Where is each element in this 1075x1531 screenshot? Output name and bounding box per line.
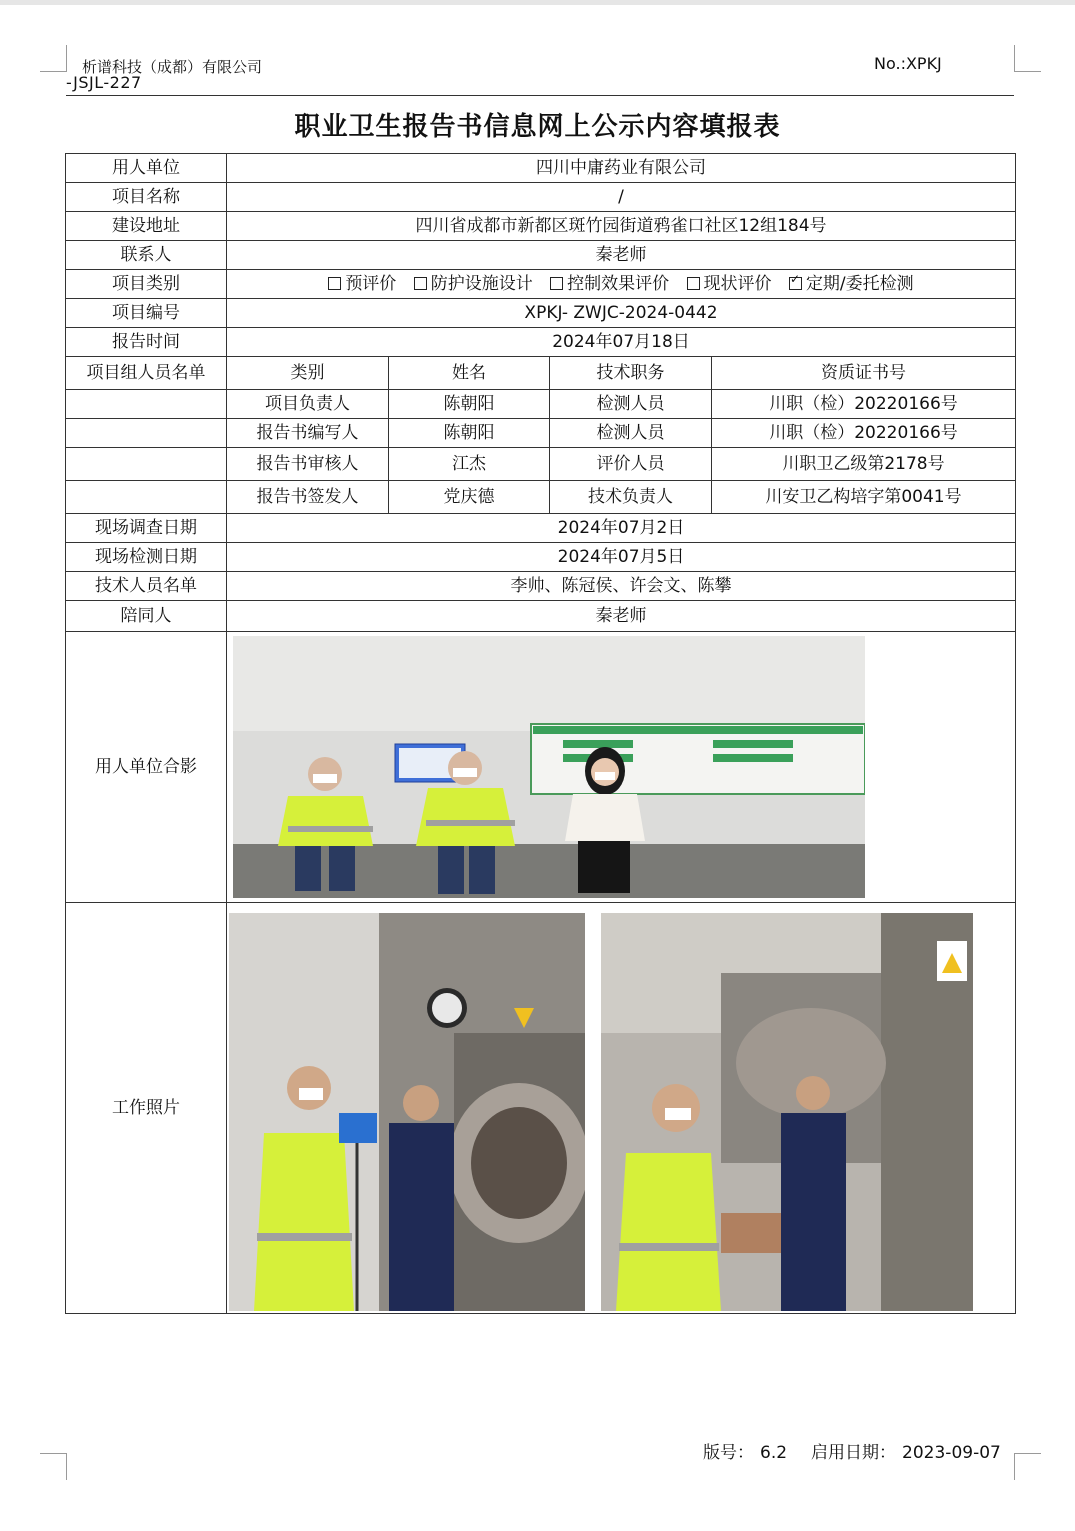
checkbox-icon[interactable]: [687, 277, 700, 290]
row-escort: [66, 601, 1016, 632]
row-group-photo: [66, 632, 1016, 903]
crop-mark-bottom-left: [40, 1453, 67, 1480]
checkbox-icon[interactable]: [328, 277, 341, 290]
empty-cell: [66, 448, 227, 481]
field-label: 用人单位合影: [66, 632, 227, 903]
crop-mark-bottom-right: [1014, 1453, 1041, 1480]
column-header: 姓名: [389, 357, 550, 390]
row-project-name: [66, 183, 1016, 212]
column-header: 技术职务: [550, 357, 712, 390]
crop-mark-top-left: [40, 45, 67, 72]
project-name-value: /: [227, 183, 1016, 212]
category-option[interactable]: [789, 274, 914, 294]
header-divider: [66, 95, 1014, 96]
team-cert: 川职（检）20220166号: [712, 390, 1016, 419]
option-label: 防护设施设计: [430, 273, 533, 294]
empty-cell: [66, 419, 227, 448]
team-role: 报告书编写人: [227, 419, 389, 448]
field-label: 联系人: [66, 241, 227, 270]
column-header: 资质证书号: [712, 357, 1016, 390]
version-label: 版号：: [703, 1443, 754, 1463]
row-project-no: [66, 299, 1016, 328]
column-header: 类别: [227, 357, 389, 390]
team-title: 技术负责人: [550, 481, 712, 514]
category-option[interactable]: [328, 274, 396, 294]
employer-value: 四川中庸药业有限公司: [227, 154, 1016, 183]
table-row: [66, 390, 1016, 419]
row-detect-date: [66, 543, 1016, 572]
field-label: 建设地址: [66, 212, 227, 241]
category-options: [227, 270, 1016, 299]
start-date-label: 启用日期：: [811, 1443, 897, 1463]
field-label: 报告时间: [66, 328, 227, 357]
page-title: 职业卫生报告书信息网上公示内容填报表: [294, 112, 781, 142]
option-label: 定期/委托检测: [805, 273, 914, 294]
field-label: 用人单位: [66, 154, 227, 183]
field-label: 工作照片: [66, 903, 227, 1314]
row-contact: [66, 241, 1016, 270]
table-row: [66, 481, 1016, 514]
project-no-value: XPKJ- ZWJC-2024-0442: [227, 299, 1016, 328]
table-row: [66, 419, 1016, 448]
option-label: 控制效果评价: [567, 273, 670, 294]
row-report-date: [66, 328, 1016, 357]
address-value: 四川省成都市新都区斑竹园街道鸦雀口社区12组184号: [227, 212, 1016, 241]
work-photo-2: [601, 913, 973, 1311]
group-photo: [233, 636, 865, 898]
top-strip: [0, 0, 1075, 5]
team-cert: 川安卫乙构培字第0041号: [712, 481, 1016, 514]
category-option[interactable]: [550, 274, 669, 294]
work-photo-1: [229, 913, 585, 1311]
team-label: 项目组人员名单: [66, 357, 227, 390]
empty-cell: [66, 481, 227, 514]
table-row: [66, 448, 1016, 481]
escort-value: 秦老师: [227, 601, 1016, 632]
technicians-value: 李帅、陈冠侯、许会文、陈攀: [227, 572, 1016, 601]
row-survey-date: [66, 514, 1016, 543]
survey-date-value: 2024年07月2日: [227, 514, 1016, 543]
field-label: 项目名称: [66, 183, 227, 212]
team-name: 陈朝阳: [389, 390, 550, 419]
report-date-value: 2024年07月18日: [227, 328, 1016, 357]
crop-mark-top-right: [1014, 45, 1041, 72]
company-name: 析谱科技（成都）有限公司: [82, 58, 263, 76]
empty-cell: [66, 390, 227, 419]
field-label: 项目类别: [66, 270, 227, 299]
team-name: 党庆德: [389, 481, 550, 514]
team-name: 陈朝阳: [389, 419, 550, 448]
option-label: 预评价: [345, 273, 397, 294]
field-label: 项目编号: [66, 299, 227, 328]
category-option[interactable]: [687, 274, 772, 294]
checkbox-icon[interactable]: [550, 277, 563, 290]
team-header-row: [66, 357, 1016, 390]
category-option[interactable]: [414, 274, 533, 294]
option-label: 现状评价: [703, 273, 772, 294]
detect-date-value: 2024年07月5日: [227, 543, 1016, 572]
team-cert: 川职卫乙级第2178号: [712, 448, 1016, 481]
report-form-table: [65, 153, 1016, 1314]
start-date-value: 2023-09-07: [902, 1443, 1001, 1463]
footer-version: [703, 1438, 1007, 1463]
field-label: 陪同人: [66, 601, 227, 632]
version-value: 6.2: [760, 1443, 788, 1463]
document-code: -JSJL-227: [66, 73, 142, 92]
field-label: 技术人员名单: [66, 572, 227, 601]
team-name: 江杰: [389, 448, 550, 481]
field-label: 现场调查日期: [66, 514, 227, 543]
team-title: 评价人员: [550, 448, 712, 481]
row-employer: [66, 154, 1016, 183]
team-role: 项目负责人: [227, 390, 389, 419]
work-photos-cell: [227, 903, 1016, 1314]
team-cert: 川职（检）20220166号: [712, 419, 1016, 448]
row-work-photos: [66, 903, 1016, 1314]
row-address: [66, 212, 1016, 241]
team-title: 检测人员: [550, 390, 712, 419]
contact-value: 秦老师: [227, 241, 1016, 270]
checked-checkbox-icon[interactable]: [789, 277, 802, 290]
team-title: 检测人员: [550, 419, 712, 448]
document-number: No.:XPKJ: [874, 54, 942, 73]
group-photo-cell: [227, 632, 1016, 903]
team-role: 报告书签发人: [227, 481, 389, 514]
team-role: 报告书审核人: [227, 448, 389, 481]
row-category: [66, 270, 1016, 299]
checkbox-icon[interactable]: [414, 277, 427, 290]
field-label: 现场检测日期: [66, 543, 227, 572]
row-technicians: [66, 572, 1016, 601]
